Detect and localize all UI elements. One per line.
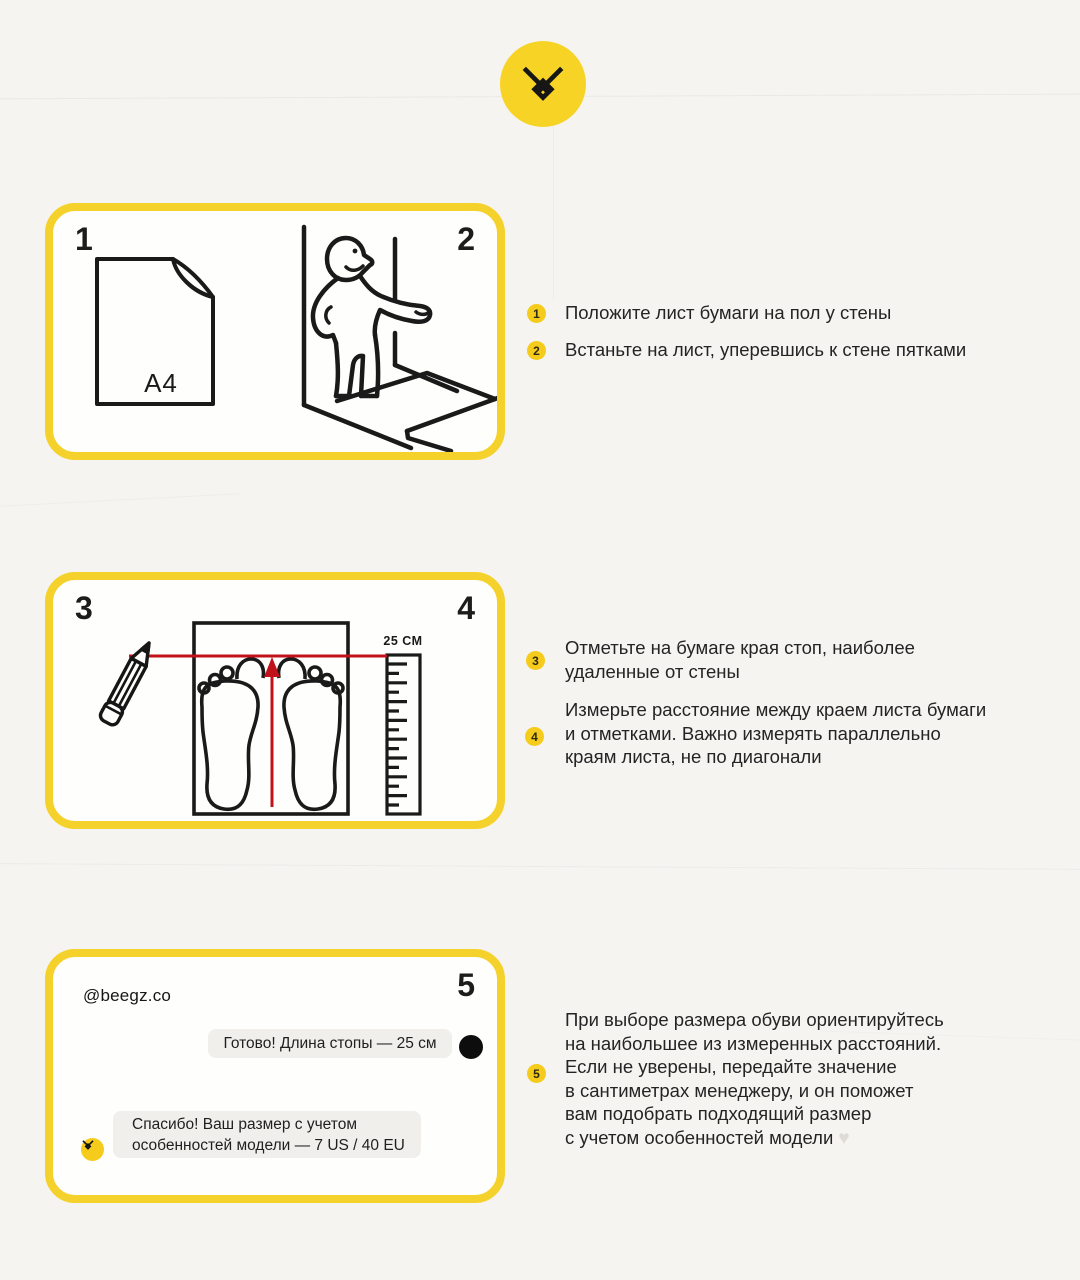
panel-number-3: 3: [75, 590, 93, 626]
chat-message-bot: [113, 1111, 421, 1158]
panel-step-5-chat: [45, 949, 505, 1203]
step-text-3: Отметьте на бумаге края стоп, наиболее удаленные от стены: [565, 637, 915, 682]
step-badge-5: 5: [527, 1064, 546, 1083]
paper-crease: [0, 493, 240, 508]
ruler-icon: [387, 655, 420, 814]
paper-crease: [553, 120, 554, 300]
panel-number-5: 5: [457, 967, 475, 1003]
ruler-label: 25 СМ: [383, 634, 423, 648]
panel-steps-1-2: [45, 203, 505, 460]
step-text-5: При выборе размера обуви ориентируйтесь на наибольшее из измеренных расстояний. Если не уверены, передайте значение в сантиметрах менеджеру, и он поможет вам подобрать подходящий размер с учетом особенностей модели ♥: [565, 1009, 944, 1149]
user-avatar: [459, 1035, 483, 1059]
step-text-2: Встаньте на лист, уперевшись к стене пятками: [565, 339, 967, 360]
panel-number-4: 4: [457, 590, 475, 626]
red-arrowhead: [264, 657, 280, 677]
step-text-1: Положите лист бумаги на пол у стены: [565, 302, 892, 323]
pencil-icon: [98, 639, 157, 727]
step-badge-3: 3: [526, 651, 545, 670]
step-badge-2: 2: [527, 341, 546, 360]
step-text-4: Измерьте расстояние между краем листа бумаги и отметками. Важно измерять параллельно краям листа, не по диагонали: [565, 699, 987, 767]
step-badge-4: 4: [525, 727, 544, 746]
bot-avatar: [81, 1138, 104, 1161]
beegz-logo-icon: [81, 1138, 95, 1152]
person-at-wall-illustration: [304, 227, 497, 451]
beegz-logo-icon: [517, 58, 569, 110]
panel-steps-3-4: [45, 572, 505, 829]
chat-message-user: Готово! Длина стопы — 25 см: [208, 1029, 452, 1058]
heart-icon: ♥: [838, 1127, 850, 1149]
paper-crease: [0, 863, 1080, 870]
step-badge-1: 1: [527, 304, 546, 323]
panel-number-1: 1: [75, 221, 93, 257]
chat-message-bot-line: особенностей модели — 7 US / 40 EU: [132, 1136, 405, 1154]
chat-message-bot-line: Спасибо! Ваш размер с учетом: [132, 1115, 357, 1133]
panel2-illustration: [53, 580, 497, 821]
a4-label: A4: [144, 368, 178, 398]
brand-logo: [500, 41, 586, 127]
panel1-illustration: [53, 211, 497, 452]
panel-number-2: 2: [457, 221, 475, 257]
instagram-handle: @beegz.co: [83, 986, 172, 1005]
